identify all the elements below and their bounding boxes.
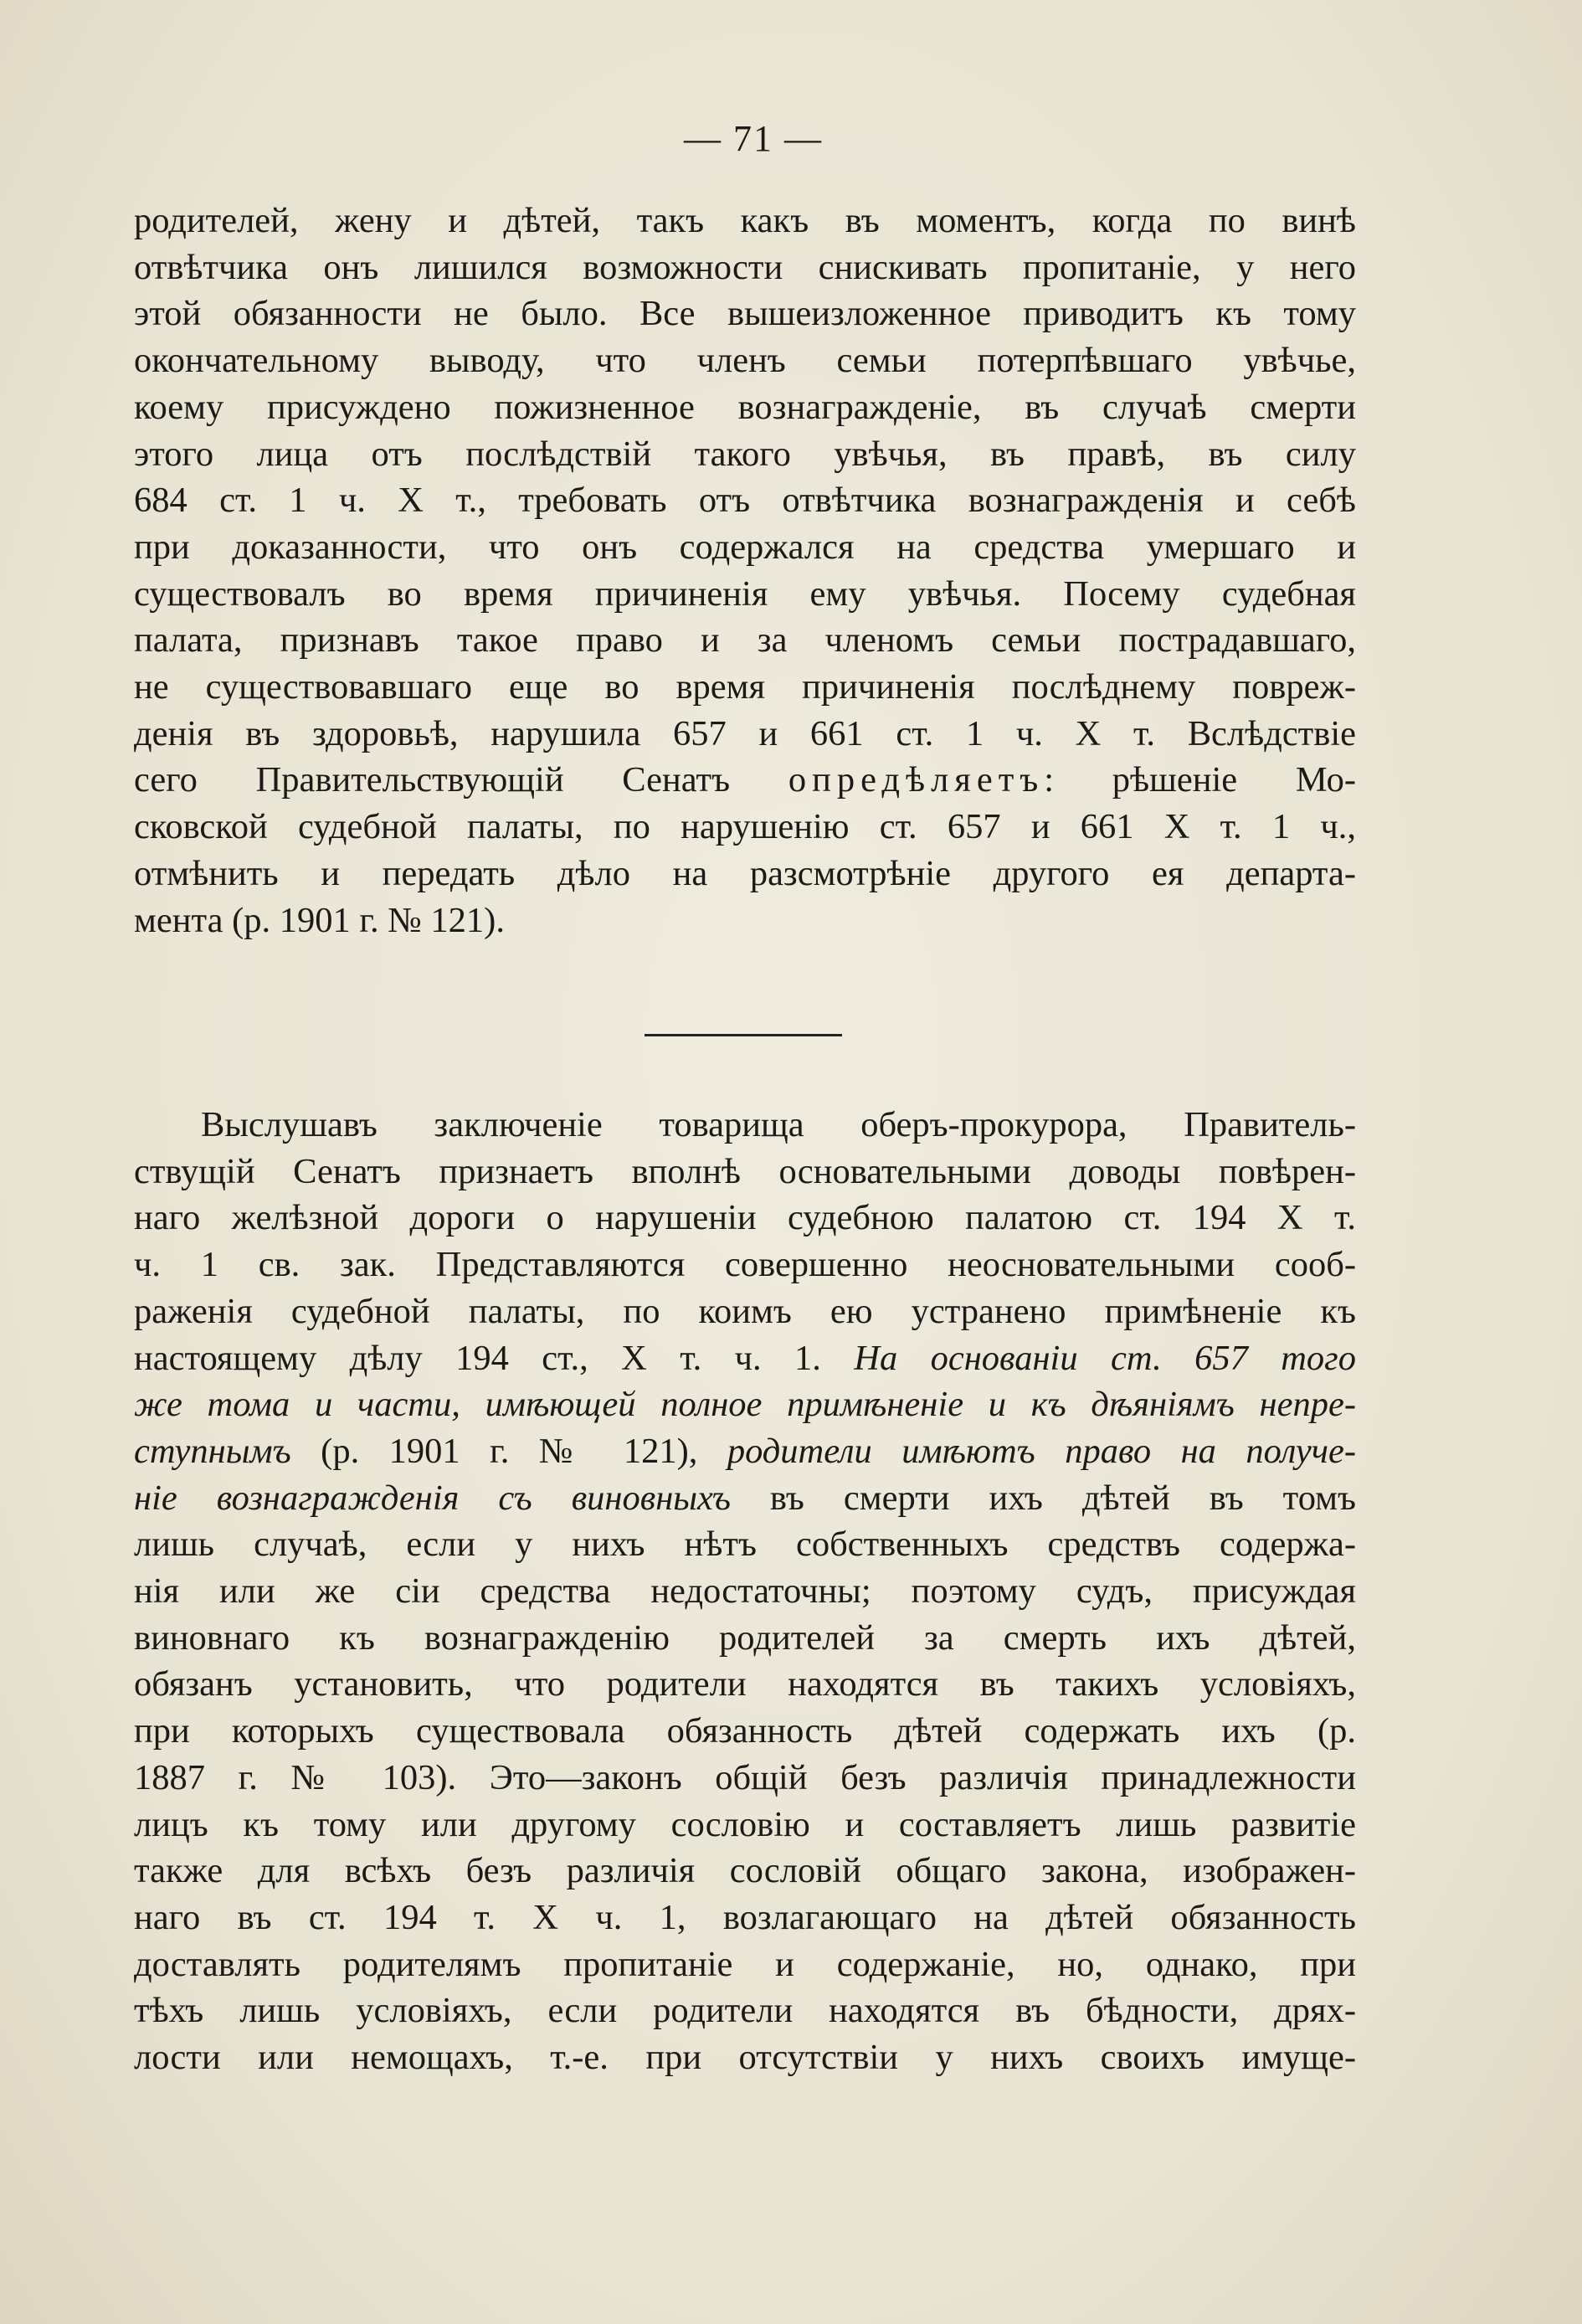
text-segment: : рѣшеніе Мо-: [1044, 760, 1356, 800]
text-line: сковской судебной палаты, по нарушенію ст. 657 и 661 X т. 1 ч.,: [134, 807, 1357, 847]
text-line: [134, 1475, 1356, 1522]
text-line: окончательному выводу, что членъ семьи потерпѣвшаго увѣчье,: [134, 341, 1356, 381]
text-line: 684 ст. 1 ч. X т., требовать отъ отвѣтчика вознагражденія и себѣ: [134, 481, 1356, 521]
text-line: отвѣтчика онъ лишился возможности снискивать пропитаніе, у него: [134, 247, 1356, 287]
text-line: ствущій Сенатъ признаетъ вполнѣ основательными доводы повѣрен-: [134, 1151, 1356, 1191]
text-line: [134, 1428, 1356, 1475]
text-line: лости или немощахъ, т.-е. при отсутствіи у нихъ своихъ имуще-: [134, 2038, 1356, 2078]
section-divider: [645, 1034, 842, 1036]
text-segment: Выслушавъ заключеніе товарища оберъ-прокурора, Правитель-: [201, 1105, 1356, 1144]
text-line: [134, 757, 1356, 804]
text-segment: настоящему дѣлу 194 ст., X т. ч. 1.: [134, 1338, 855, 1378]
text-line: отмѣнить и передать дѣло на разсмотрѣніе другого ея департа-: [134, 853, 1356, 893]
page-number: — 71 —: [684, 118, 823, 159]
text-line: существовалъ во время причиненія ему увѣчья. Посему судебная: [134, 573, 1356, 614]
text-line: обязанъ установить, что родители находятся въ такихъ условіяхъ,: [134, 1664, 1356, 1704]
text-line: нія или же сіи средства недостаточны; поэтому судъ, присуждая: [134, 1571, 1356, 1612]
text-block-1: [134, 198, 1356, 943]
text-line: виновнаго къ вознагражденію родителей за смерть ихъ дѣтей,: [134, 1617, 1356, 1658]
text-line: этого лица отъ послѣдствій такого увѣчья, въ правѣ, въ силу: [134, 434, 1356, 474]
italic-segment: ніе вознагражденія съ виновныхъ: [134, 1478, 731, 1518]
text-line: коему присуждено пожизненное вознагражденіе, въ случаѣ смерти: [134, 387, 1356, 427]
text-line: палата, признавъ такое право и за членомъ семьи пострадавшаго,: [134, 620, 1356, 661]
text-line: при которыхъ существовала обязанность дѣтей содержать ихъ (р.: [134, 1711, 1356, 1751]
text-line: не существовавшаго еще во время причиненія послѣднему повреж-: [134, 667, 1356, 707]
italic-segment: же тома и части, имѣющей полное примѣненіе и къ дѣяніямъ непре-: [134, 1385, 1356, 1425]
text-line: 1887 г. № 103). Это—законъ общій безъ различія принадлежности: [134, 1757, 1356, 1797]
text-line: этой обязанности не было. Все вышеизложенное приводитъ къ тому: [134, 294, 1356, 334]
text-line: [134, 1102, 1356, 1149]
text-segment: (р. 1901 г. № 121),: [290, 1431, 727, 1471]
text-line: лицъ къ тому или другому сословію и составляетъ лишь развитіе: [134, 1804, 1356, 1844]
text-line: раженія судебной палаты, по коимъ ею устранено примѣненіе къ: [134, 1291, 1356, 1331]
text-line: доставлять родителямъ пропитаніе и содержаніе, но, однако, при: [134, 1944, 1356, 1984]
text-line: [134, 1381, 1356, 1428]
italic-segment: родители имѣютъ право на получе-: [727, 1431, 1356, 1471]
text-line: лишь случаѣ, если у нихъ нѣтъ собственныхъ средствъ содержа-: [134, 1524, 1356, 1565]
text-line: тѣхъ лишь условіяхъ, если родители находятся въ бѣдности, дрях-: [134, 1991, 1356, 2031]
text-line: родителей, жену и дѣтей, такъ какъ въ моментъ, когда по винѣ: [134, 201, 1356, 240]
spaced-emphasis: опредѣляетъ: [788, 760, 1045, 800]
text-line: мента (р. 1901 г. № 121).: [134, 900, 505, 940]
text-line: [134, 1335, 1356, 1382]
text-line: также для всѣхъ безъ различія сословій общаго закона, изображен-: [134, 1851, 1356, 1891]
italic-segment: ступнымъ: [134, 1431, 291, 1471]
text-segment: сего Правительствующій Сенатъ: [134, 760, 788, 800]
text-block-2: [134, 1102, 1356, 2081]
text-line: денія въ здоровьѣ, нарушила 657 и 661 ст. 1 ч. X т. Вслѣдствіе: [134, 713, 1356, 753]
text-segment: въ смерти ихъ дѣтей въ томъ: [730, 1478, 1357, 1518]
text-line: ч. 1 св. зак. Представляются совершенно неосновательными сооб-: [134, 1245, 1356, 1285]
italic-segment: На основаніи ст. 657 того: [854, 1338, 1356, 1378]
text-line: наго желѣзной дороги о нарушеніи судебною палатою ст. 194 X т.: [134, 1198, 1356, 1238]
text-line: наго въ ст. 194 т. X ч. 1, возлагающаго на дѣтей обязанность: [134, 1897, 1356, 1937]
text-line: при доказанности, что онъ содержался на средства умершаго и: [134, 527, 1356, 567]
